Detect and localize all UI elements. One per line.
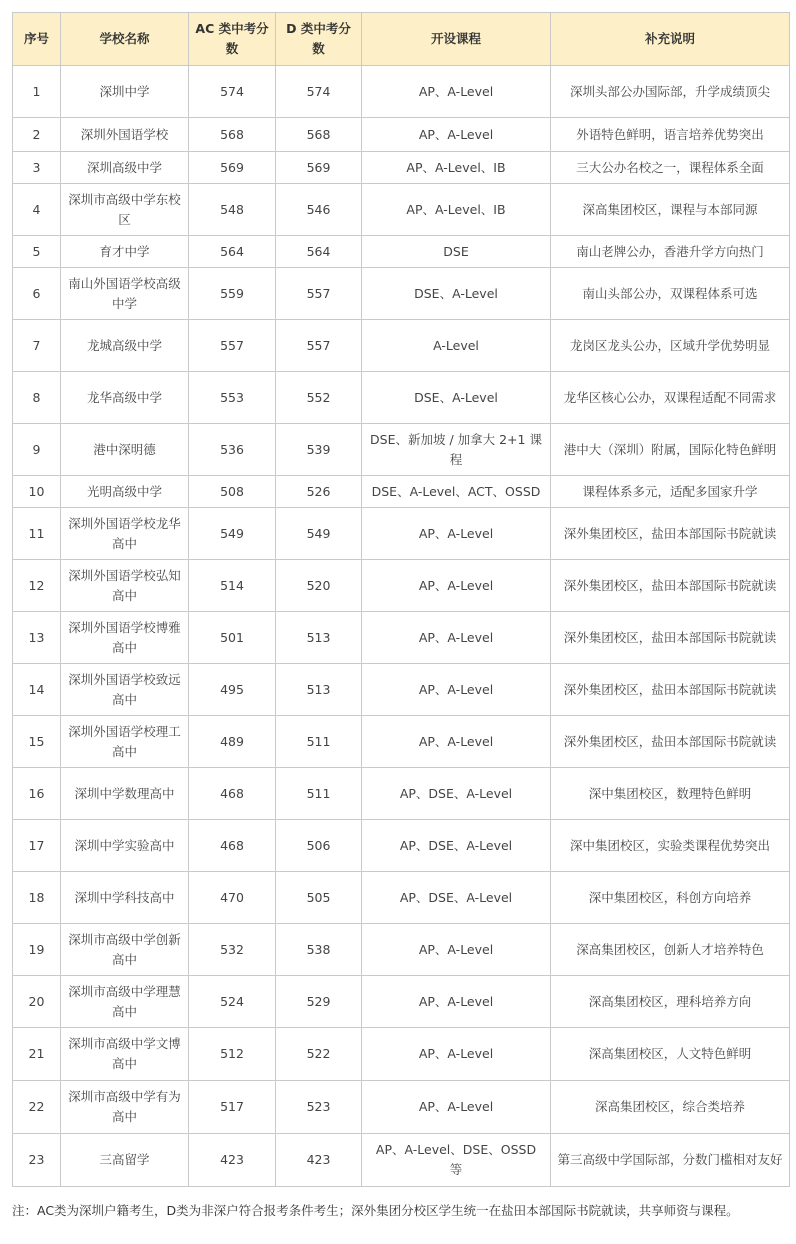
d-score-cell: 511 [276, 768, 362, 820]
table-row [13, 476, 790, 508]
ac-score-cell: 468 [189, 820, 276, 872]
school-name-cell: 深圳外国语学校 [61, 118, 189, 152]
notes-cell: 深外集团校区，盐田本部国际书院就读 [551, 664, 790, 716]
school-name-cell: 深圳外国语学校弘知高中 [61, 560, 189, 612]
d-score-cell: 520 [276, 560, 362, 612]
d-score-cell: 574 [276, 66, 362, 118]
d-score-cell: 549 [276, 508, 362, 560]
index-cell: 21 [13, 1028, 61, 1081]
school-name-cell: 深圳外国语学校致远高中 [61, 664, 189, 716]
ac-score-cell: 557 [189, 320, 276, 372]
ac-score-cell: 512 [189, 1028, 276, 1081]
d-score-cell: 557 [276, 320, 362, 372]
courses-cell: AP、A-Level [362, 664, 551, 716]
school-name-cell: 深圳中学实验高中 [61, 820, 189, 872]
table-row [13, 184, 790, 236]
table-row [13, 268, 790, 320]
school-name-cell: 深圳市高级中学东校区 [61, 184, 189, 236]
ac-score-cell: 548 [189, 184, 276, 236]
courses-cell: AP、A-Level、DSE、OSSD 等 [362, 1134, 551, 1187]
school-name-cell: 光明高级中学 [61, 476, 189, 508]
school-name-cell: 育才中学 [61, 236, 189, 268]
courses-cell: AP、A-Level [362, 1028, 551, 1081]
school-name-cell: 港中深明德 [61, 424, 189, 476]
school-name-cell: 深圳市高级中学文博高中 [61, 1028, 189, 1081]
notes-cell: 深外集团校区，盐田本部国际书院就读 [551, 716, 790, 768]
index-cell: 16 [13, 768, 61, 820]
d-score-cell: 526 [276, 476, 362, 508]
d-score-cell: 568 [276, 118, 362, 152]
school-name-cell: 深圳市高级中学理慧高中 [61, 976, 189, 1028]
table-row [13, 560, 790, 612]
courses-cell: AP、A-Level [362, 976, 551, 1028]
table-row [13, 1134, 790, 1187]
index-cell: 1 [13, 66, 61, 118]
notes-cell: 深中集团校区，数理特色鲜明 [551, 768, 790, 820]
notes-cell: 课程体系多元，适配多国家升学 [551, 476, 790, 508]
notes-cell: 深中集团校区，实验类课程优势突出 [551, 820, 790, 872]
col-ac-score-header: AC 类中考分数 [189, 13, 276, 66]
index-cell: 7 [13, 320, 61, 372]
index-cell: 10 [13, 476, 61, 508]
ac-score-cell: 532 [189, 924, 276, 976]
table-row [13, 320, 790, 372]
index-cell: 14 [13, 664, 61, 716]
courses-cell: AP、A-Level [362, 1081, 551, 1134]
ac-score-cell: 501 [189, 612, 276, 664]
col-school-name-header: 学校名称 [61, 13, 189, 66]
courses-cell: AP、A-Level [362, 560, 551, 612]
table-row [13, 66, 790, 118]
index-cell: 8 [13, 372, 61, 424]
d-score-cell: 539 [276, 424, 362, 476]
table-header [13, 13, 790, 66]
table-row [13, 1081, 790, 1134]
notes-cell: 深高集团校区，人文特色鲜明 [551, 1028, 790, 1081]
table-row [13, 924, 790, 976]
courses-cell: AP、DSE、A-Level [362, 872, 551, 924]
d-score-cell: 511 [276, 716, 362, 768]
ac-score-cell: 514 [189, 560, 276, 612]
courses-cell: DSE [362, 236, 551, 268]
table-row [13, 372, 790, 424]
notes-cell: 外语特色鲜明，语言培养优势突出 [551, 118, 790, 152]
col-courses-header: 开设课程 [362, 13, 551, 66]
notes-cell: 龙岗区龙头公办，区域升学优势明显 [551, 320, 790, 372]
courses-cell: A-Level [362, 320, 551, 372]
index-cell: 15 [13, 716, 61, 768]
index-cell: 4 [13, 184, 61, 236]
courses-cell: AP、A-Level [362, 716, 551, 768]
d-score-cell: 522 [276, 1028, 362, 1081]
index-cell: 6 [13, 268, 61, 320]
col-notes-header: 补充说明 [551, 13, 790, 66]
school-name-cell: 南山外国语学校高级中学 [61, 268, 189, 320]
school-name-cell: 龙华高级中学 [61, 372, 189, 424]
d-score-cell: 523 [276, 1081, 362, 1134]
d-score-cell: 513 [276, 612, 362, 664]
table-row [13, 1028, 790, 1081]
table-row [13, 664, 790, 716]
d-score-cell: 564 [276, 236, 362, 268]
d-score-cell: 529 [276, 976, 362, 1028]
table-row [13, 236, 790, 268]
courses-cell: DSE、新加坡 / 加拿大 2+1 课程 [362, 424, 551, 476]
notes-cell: 深外集团校区，盐田本部国际书院就读 [551, 612, 790, 664]
index-cell: 3 [13, 152, 61, 184]
courses-cell: AP、DSE、A-Level [362, 768, 551, 820]
ac-score-cell: 574 [189, 66, 276, 118]
ac-score-cell: 536 [189, 424, 276, 476]
school-name-cell: 深圳外国语学校龙华高中 [61, 508, 189, 560]
index-cell: 13 [13, 612, 61, 664]
table-row [13, 508, 790, 560]
ac-score-cell: 495 [189, 664, 276, 716]
index-cell: 17 [13, 820, 61, 872]
table-row [13, 118, 790, 152]
ac-score-cell: 423 [189, 1134, 276, 1187]
d-score-cell: 513 [276, 664, 362, 716]
index-cell: 22 [13, 1081, 61, 1134]
index-cell: 12 [13, 560, 61, 612]
ac-score-cell: 508 [189, 476, 276, 508]
table-row [13, 872, 790, 924]
notes-cell: 深外集团校区，盐田本部国际书院就读 [551, 560, 790, 612]
col-d-score-header: D 类中考分数 [276, 13, 362, 66]
d-score-cell: 506 [276, 820, 362, 872]
school-name-cell: 深圳市高级中学创新高中 [61, 924, 189, 976]
d-score-cell: 557 [276, 268, 362, 320]
courses-cell: AP、A-Level [362, 118, 551, 152]
table-row [13, 768, 790, 820]
index-cell: 19 [13, 924, 61, 976]
notes-cell: 南山老牌公办，香港升学方向热门 [551, 236, 790, 268]
courses-cell: AP、A-Level [362, 924, 551, 976]
index-cell: 9 [13, 424, 61, 476]
index-cell: 18 [13, 872, 61, 924]
d-score-cell: 569 [276, 152, 362, 184]
notes-cell: 深中集团校区，科创方向培养 [551, 872, 790, 924]
index-cell: 2 [13, 118, 61, 152]
notes-cell: 深外集团校区，盐田本部国际书院就读 [551, 508, 790, 560]
table-body [13, 66, 790, 1187]
notes-cell: 深高集团校区，理科培养方向 [551, 976, 790, 1028]
table-row [13, 152, 790, 184]
ac-score-cell: 468 [189, 768, 276, 820]
ac-score-cell: 559 [189, 268, 276, 320]
footnote: 注：AC类为深圳户籍考生，D类为非深户符合报考条件考生；深外集团分校区学生统一在盐田本部国际书院就读，共享师资与课程。 [12, 1203, 739, 1218]
d-score-cell: 423 [276, 1134, 362, 1187]
index-cell: 11 [13, 508, 61, 560]
notes-cell: 深高集团校区，创新人才培养特色 [551, 924, 790, 976]
courses-cell: DSE、A-Level、ACT、OSSD [362, 476, 551, 508]
ac-score-cell: 524 [189, 976, 276, 1028]
ac-score-cell: 549 [189, 508, 276, 560]
school-name-cell: 深圳中学 [61, 66, 189, 118]
table-row [13, 820, 790, 872]
courses-cell: AP、A-Level [362, 612, 551, 664]
courses-cell: AP、DSE、A-Level [362, 820, 551, 872]
courses-cell: AP、A-Level、IB [362, 152, 551, 184]
ac-score-cell: 569 [189, 152, 276, 184]
notes-cell: 深高集团校区，课程与本部同源 [551, 184, 790, 236]
ac-score-cell: 553 [189, 372, 276, 424]
table-row [13, 716, 790, 768]
school-name-cell: 深圳外国语学校博雅高中 [61, 612, 189, 664]
courses-cell: AP、A-Level、IB [362, 184, 551, 236]
ac-score-cell: 568 [189, 118, 276, 152]
index-cell: 5 [13, 236, 61, 268]
school-name-cell: 深圳中学数理高中 [61, 768, 189, 820]
notes-cell: 龙华区核心公办，双课程适配不同需求 [551, 372, 790, 424]
col-index-header: 序号 [13, 13, 61, 66]
index-cell: 20 [13, 976, 61, 1028]
courses-cell: DSE、A-Level [362, 372, 551, 424]
d-score-cell: 505 [276, 872, 362, 924]
notes-cell: 南山头部公办，双课程体系可选 [551, 268, 790, 320]
d-score-cell: 538 [276, 924, 362, 976]
notes-cell: 第三高级中学国际部，分数门槛相对友好 [551, 1134, 790, 1187]
notes-cell: 深高集团校区，综合类培养 [551, 1081, 790, 1134]
ac-score-cell: 517 [189, 1081, 276, 1134]
school-name-cell: 深圳外国语学校理工高中 [61, 716, 189, 768]
notes-cell: 三大公办名校之一，课程体系全面 [551, 152, 790, 184]
courses-cell: AP、A-Level [362, 508, 551, 560]
ac-score-cell: 489 [189, 716, 276, 768]
ac-score-cell: 564 [189, 236, 276, 268]
index-cell: 23 [13, 1134, 61, 1187]
table-row [13, 976, 790, 1028]
school-name-cell: 深圳市高级中学有为高中 [61, 1081, 189, 1134]
school-name-cell: 龙城高级中学 [61, 320, 189, 372]
notes-cell: 深圳头部公办国际部，升学成绩顶尖 [551, 66, 790, 118]
school-name-cell: 三高留学 [61, 1134, 189, 1187]
school-name-cell: 深圳高级中学 [61, 152, 189, 184]
schools-table [12, 12, 790, 1187]
courses-cell: DSE、A-Level [362, 268, 551, 320]
table-row [13, 612, 790, 664]
notes-cell: 港中大（深圳）附属，国际化特色鲜明 [551, 424, 790, 476]
d-score-cell: 546 [276, 184, 362, 236]
school-name-cell: 深圳中学科技高中 [61, 872, 189, 924]
table-row [13, 424, 790, 476]
courses-cell: AP、A-Level [362, 66, 551, 118]
d-score-cell: 552 [276, 372, 362, 424]
ac-score-cell: 470 [189, 872, 276, 924]
